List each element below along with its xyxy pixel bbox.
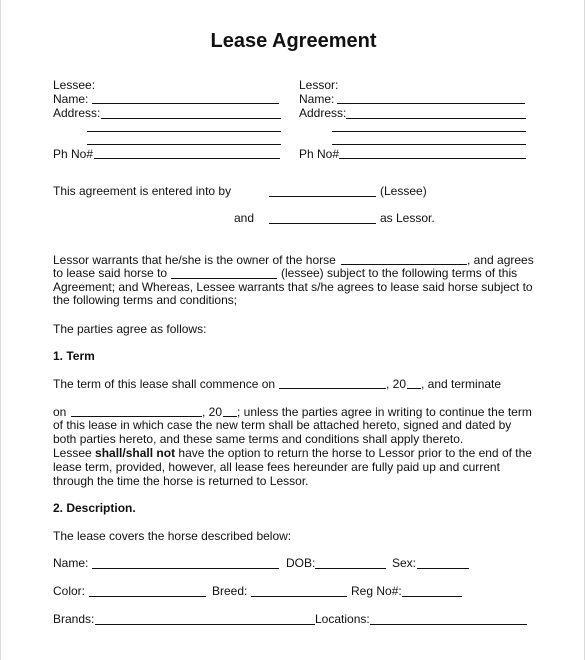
lessee-name-label: Name: [53,92,89,106]
lease-to-field[interactable] [171,278,277,279]
term-line4: both parties hereto, and these same terms and conditions shall apply thereto. [53,432,464,446]
warranty-text-2: , and agrees [467,253,534,267]
section2-heading: 2. Description. [53,501,136,515]
section2-intro: The lease covers the horse described below: [53,529,292,543]
lessor-phone-field[interactable] [339,158,526,159]
lessee-address-field-1[interactable] [101,118,281,119]
lessor-name-field[interactable] [337,103,525,104]
dob-label: DOB: [286,556,316,570]
term-line6: lease term, provided, however, all lease fees hereunder are fully paid up and current [53,460,500,474]
lessor-address-field-3[interactable] [332,144,526,145]
lessor-address-label: Address: [299,106,347,120]
lessee-name-field[interactable] [92,103,279,104]
term-line2-text-b: , 20 [202,405,223,419]
warranty-text-3: to lease said horse to [53,266,168,280]
sex-label: Sex: [392,556,417,570]
warranty-text-1: Lessor warrants that he/she is the owner of the horse [53,253,336,267]
term-line1-text-a: The term of this lease shall commence on [53,377,276,391]
horse-name-label: Name: [53,556,89,570]
terminate-year-field[interactable] [223,416,237,417]
lessee-phone-label: Ph No# [53,147,94,161]
lessee-phone-field[interactable] [94,158,280,159]
lessor-heading: Lessor: [299,78,339,92]
intro-and-label: and [234,211,255,225]
locations-label: Locations: [315,612,370,626]
lessee-heading: Lessee: [53,78,96,92]
lessee-address-field-3[interactable] [87,144,281,145]
term-line5-text-b: have the option to return the horse to Lessor prior to the end of the [178,446,532,460]
term-line2-text-a: on [53,405,67,419]
intro-lessee-suffix: (Lessee) [380,184,427,198]
breed-input[interactable] [251,596,347,597]
term-line5-text-a: Lessee [53,446,92,460]
warranty-text-6: the following terms and conditions; [53,293,238,307]
dob-input[interactable] [315,568,386,569]
lessor-name-label: Name: [299,92,335,106]
color-input[interactable] [89,596,206,597]
section1-heading: 1. Term [53,349,95,363]
term-line5 [53,446,532,460]
term-line7: through the time the horse is returned to Lessor. [53,474,309,488]
brands-input[interactable] [95,624,315,625]
intro-lessee-field[interactable] [269,196,376,197]
lessee-address-label: Address: [53,106,101,120]
lessee-address-field-2[interactable] [87,131,281,132]
lessor-address-field-2[interactable] [332,131,526,132]
commence-year-field[interactable] [407,388,421,389]
document-title: Lease Agreement [210,30,377,52]
horse-name-input[interactable] [92,568,279,569]
term-line5-bold: shall/shall not [95,446,176,460]
brands-label: Brands: [53,612,95,626]
color-label: Color: [53,584,86,598]
reg-no-label: Reg No#: [351,584,402,598]
locations-input[interactable] [370,624,527,625]
warranty-text-4: (lessee) subject to the following terms of this [281,266,518,280]
intro-lessor-field[interactable] [269,223,376,224]
terminate-date-field[interactable] [71,416,202,417]
term-line2-text-c: ; unless the parties agree in writing to continue the term [237,405,532,419]
breed-label: Breed: [212,584,248,598]
term-line1-text-b: , 20 [386,377,407,391]
term-line1-text-c: , and terminate [421,377,502,391]
term-line3: of this lease in which case the new term shall be attached hereto, signed and dated by [53,418,512,432]
intro-lessor-suffix: as Lessor. [380,211,435,225]
parties-agree-text: The parties agree as follows: [53,322,207,336]
lessor-address-field-1[interactable] [346,118,526,119]
intro-entered-into-by: This agreement is entered into by [53,184,232,198]
lessor-phone-label: Ph No# [299,147,340,161]
sex-input[interactable] [417,568,469,569]
horse-name-field[interactable] [341,264,467,265]
warranty-text-5: Agreement; and Whereas, Lessee warrants that s/he agrees to lease said horse subject to [53,280,533,294]
reg-no-input[interactable] [402,596,462,597]
commence-date-field[interactable] [279,388,386,389]
